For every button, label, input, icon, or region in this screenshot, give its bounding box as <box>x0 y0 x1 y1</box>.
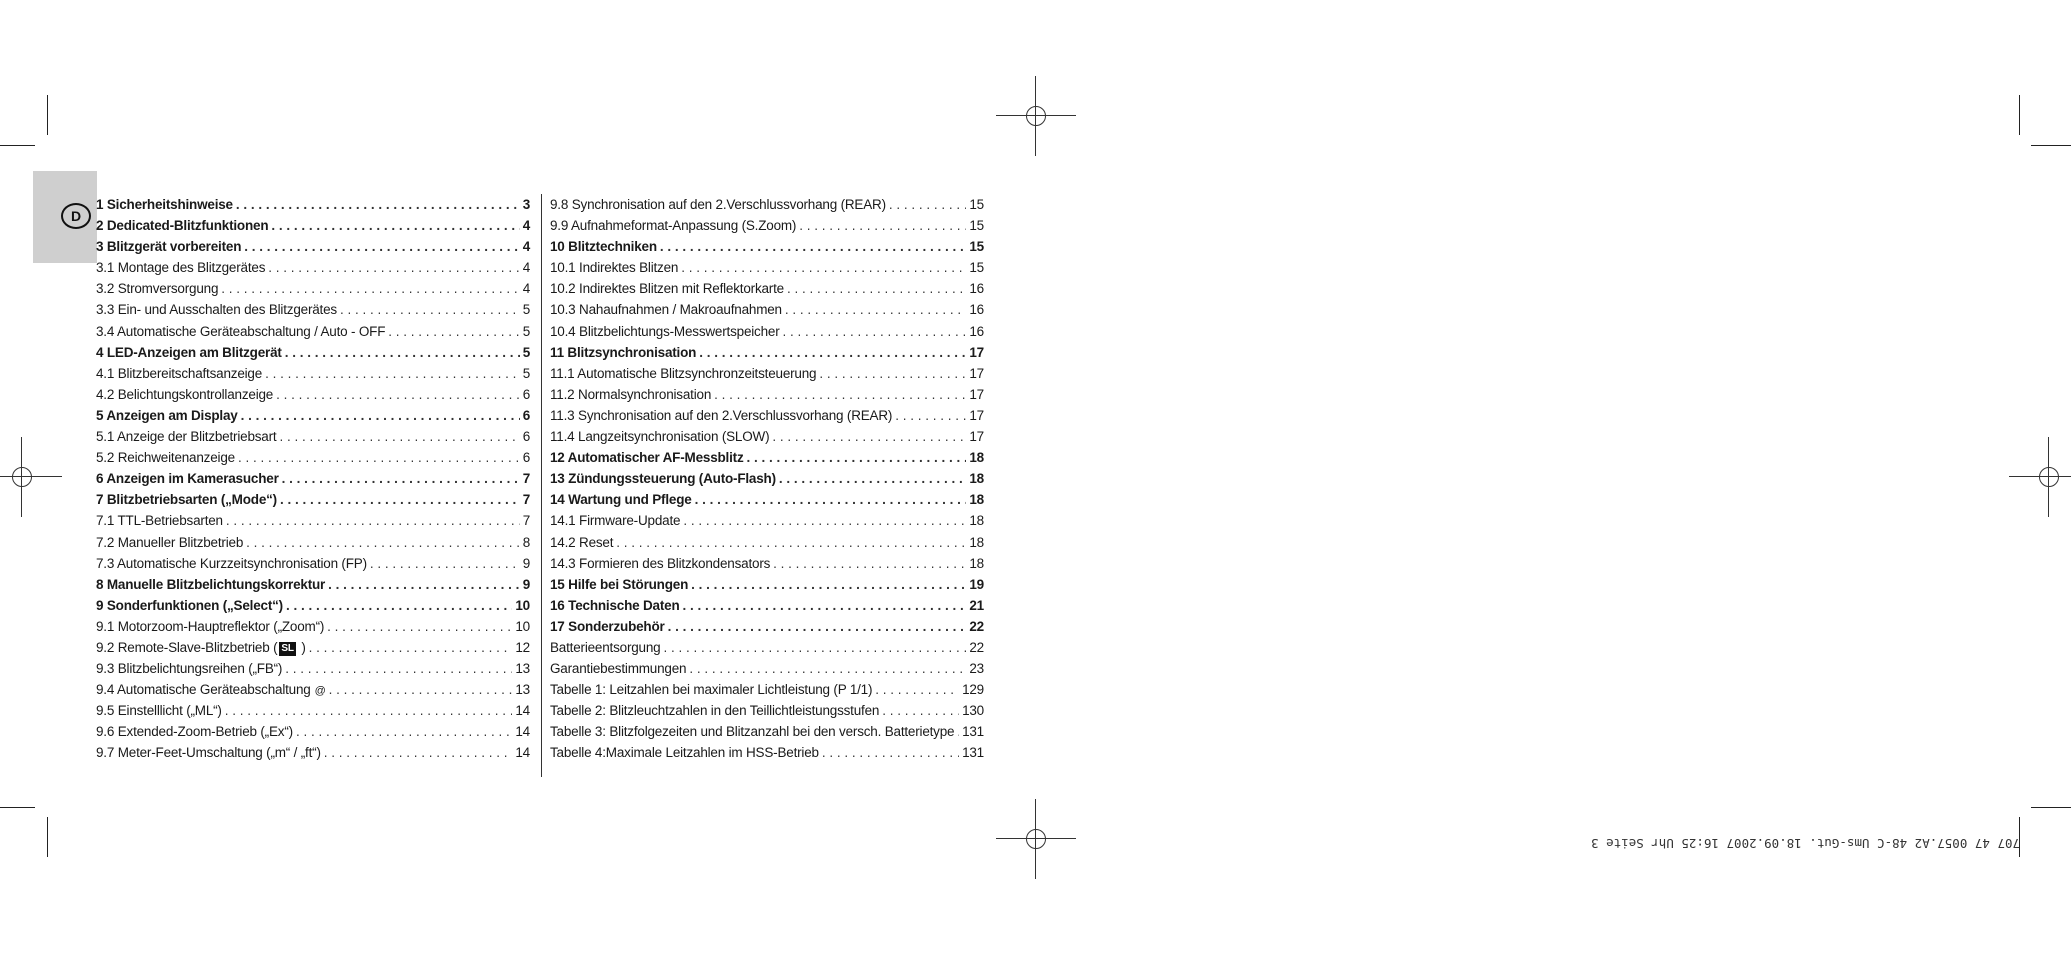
toc-entry[interactable] <box>96 742 530 763</box>
toc-entry-label <box>550 700 879 721</box>
toc-entry[interactable] <box>550 405 984 426</box>
toc-page-number: 23 <box>969 661 984 677</box>
toc-leader-dots <box>329 679 513 700</box>
toc-entry[interactable] <box>96 468 530 489</box>
toc-entry-title: Tabelle 4:Maximale Leitzahlen im HSS-Betrieb <box>550 745 819 761</box>
toc-entry[interactable] <box>96 553 530 574</box>
toc-page-number: 4 <box>522 239 530 255</box>
toc-entry-title: 7.1 TTL-Betriebsarten <box>96 513 223 529</box>
toc-page-number: 5 <box>522 302 530 318</box>
toc-entry-label <box>550 574 688 595</box>
toc-entry[interactable] <box>96 532 530 553</box>
toc-entry[interactable] <box>96 342 530 363</box>
toc-entry[interactable] <box>550 532 984 553</box>
toc-entry-label <box>96 299 337 320</box>
toc-entry-label <box>96 721 293 742</box>
toc-leader-dots <box>691 574 966 595</box>
toc-page-number: 15 <box>969 239 984 255</box>
toc-entry-title: 11.2 Normalsynchronisation <box>550 386 712 402</box>
toc-entry-title: 4 LED-Anzeigen am Blitzgerät <box>96 344 282 360</box>
toc-page-number: 129 <box>962 682 984 698</box>
toc-page-number: 18 <box>969 534 984 550</box>
toc-leader-dots <box>699 342 966 363</box>
toc-entry-label <box>96 342 282 363</box>
toc-leader-dots <box>327 616 512 637</box>
toc-entry-label <box>550 426 769 447</box>
toc-page-number: 22 <box>969 639 984 655</box>
toc-entry-title: 11.3 Synchronisation auf den 2.Verschlussvorhang (REAR) <box>550 407 893 423</box>
toc-page-number: 18 <box>969 513 984 529</box>
toc-entry[interactable] <box>550 342 984 363</box>
toc-page-number: 17 <box>969 407 984 423</box>
toc-entry-label <box>96 468 279 489</box>
toc-entry-label <box>96 637 306 658</box>
toc-entry[interactable] <box>550 215 984 236</box>
toc-leader-dots <box>279 426 519 447</box>
registration-mark-top <box>996 76 1076 156</box>
toc-leader-dots <box>683 595 967 616</box>
toc-entry-title: 5.1 Anzeige der Blitzbetriebsart <box>96 429 277 445</box>
crop-mark <box>47 95 48 135</box>
toc-entry-title: Tabelle 3: Blitzfolgezeiten und Blitzanzahl bei den versch. Batterietype <box>550 724 955 740</box>
toc-entry-title: 9.1 Motorzoom-Hauptreflektor („Zoom“) <box>96 618 325 634</box>
toc-entry-label <box>550 595 680 616</box>
toc-entry-title: 11 Blitzsynchronisation <box>550 344 697 360</box>
toc-page-number: 131 <box>962 745 984 761</box>
toc-entry-title: 14 Wartung und Pflege <box>550 492 692 508</box>
toc-entry[interactable] <box>96 510 530 531</box>
toc-leader-dots <box>309 637 513 658</box>
toc-entry[interactable] <box>96 384 530 405</box>
toc-page-number: 6 <box>522 429 530 445</box>
toc-entry-title: 14.2 Reset <box>550 534 614 550</box>
toc-entry-label <box>96 278 218 299</box>
toc-page-number: 18 <box>969 555 984 571</box>
toc-entry-label <box>550 742 819 763</box>
toc-leader-dots <box>668 616 967 637</box>
toc-entry-title: 3 Blitzgerät vorbereiten <box>96 239 242 255</box>
toc-entry[interactable] <box>550 447 984 468</box>
toc-page-number: 4 <box>522 218 530 234</box>
toc-entry-label <box>550 553 770 574</box>
toc-leader-dots <box>819 363 966 384</box>
toc-leader-dots <box>388 321 519 342</box>
toc-leader-dots <box>787 278 966 299</box>
toc-leader-dots <box>286 595 512 616</box>
toc-page-number: 4 <box>522 281 530 297</box>
toc-entry[interactable] <box>550 574 984 595</box>
toc-entry[interactable] <box>550 236 984 257</box>
language-badge: D <box>61 203 91 229</box>
toc-page-number: 17 <box>969 386 984 402</box>
toc-entry-title: 10.3 Nahaufnahmen / Makroaufnahmen <box>550 302 782 318</box>
toc-entry-title: 16 Technische Daten <box>550 597 680 613</box>
toc-page-number: 5 <box>522 344 530 360</box>
toc-entry-label <box>550 679 872 700</box>
toc-entry[interactable] <box>96 574 530 595</box>
toc-leader-dots <box>714 384 966 405</box>
toc-leader-dots <box>689 658 966 679</box>
toc-entry-title: 5.2 Reichweitenanzeige <box>96 450 235 466</box>
toc-entry-title: 9 Sonderfunktionen („Select“) <box>96 597 283 613</box>
toc-entry[interactable] <box>96 658 530 679</box>
toc-leader-dots <box>296 721 512 742</box>
toc-entry-title: 5 Anzeigen am Display <box>96 407 238 423</box>
toc-entry-label <box>96 194 233 215</box>
crop-mark <box>0 145 35 146</box>
toc-entry-title: 7.3 Automatische Kurzzeitsynchronisation (FP) <box>96 555 367 571</box>
toc-page-number: 5 <box>522 323 530 339</box>
toc-page-number: 17 <box>969 344 984 360</box>
toc-entry-label <box>550 299 782 320</box>
toc-leader-dots <box>695 489 967 510</box>
toc-entry-title: 9.6 Extended-Zoom-Betrieb („Ex“) <box>96 724 293 740</box>
toc-entry-label <box>96 426 276 447</box>
toc-entry-title: 8 Manuelle Blitzbelichtungskorrektur <box>96 576 326 592</box>
toc-leader-dots <box>236 194 520 215</box>
toc-entry-label <box>96 489 277 510</box>
toc-page-number: 9 <box>522 576 530 592</box>
crop-mark <box>0 807 35 808</box>
toc-page-number: 12 <box>515 639 530 655</box>
toc-entry-label <box>550 616 665 637</box>
toc-page-number: 5 <box>522 365 530 381</box>
toc-entry-label <box>96 215 268 236</box>
toc-column-right <box>550 194 984 764</box>
toc-leader-dots <box>882 700 959 721</box>
toc-entry-title: 17 Sonderzubehör <box>550 618 665 634</box>
toc-entry-title: 7.2 Manueller Blitzbetrieb <box>96 534 244 550</box>
toc-entry-label <box>96 510 223 531</box>
toc-page-number: 18 <box>969 471 984 487</box>
toc-page-number: 131 <box>962 724 984 740</box>
toc-entry-title-suffix: ) <box>297 639 306 655</box>
toc-entry-label <box>96 236 241 257</box>
toc-leader-dots <box>265 363 520 384</box>
crop-mark <box>2031 807 2071 808</box>
toc-page-number: 10 <box>515 597 530 613</box>
toc-page-number: 22 <box>969 618 984 634</box>
toc-leader-dots <box>616 532 966 553</box>
toc-entry-label <box>96 447 235 468</box>
toc-entry[interactable] <box>550 510 984 531</box>
toc-entry[interactable] <box>550 299 984 320</box>
toc-leader-dots <box>324 742 513 763</box>
toc-entry-title: 3.2 Stromversorgung <box>96 281 219 297</box>
toc-entry-label <box>96 574 325 595</box>
toc-entry[interactable] <box>96 363 530 384</box>
slave-mode-icon: SL <box>281 642 294 654</box>
toc-entry[interactable] <box>96 721 530 742</box>
toc-entry[interactable] <box>550 658 984 679</box>
toc-leader-dots <box>957 721 959 742</box>
toc-leader-dots <box>772 426 966 447</box>
toc-page-number: 19 <box>969 576 984 592</box>
toc-leader-dots <box>889 194 966 215</box>
toc-entry[interactable] <box>96 489 530 510</box>
toc-entry-title: 6 Anzeigen im Kamerasucher <box>96 471 279 487</box>
toc-entry-title: 13 Zündungssteuerung (Auto-Flash) <box>550 471 776 487</box>
toc-entry[interactable] <box>96 194 530 215</box>
toc-entry[interactable] <box>550 721 984 742</box>
toc-entry[interactable] <box>550 384 984 405</box>
toc-entry[interactable] <box>550 257 984 278</box>
toc-entry-label <box>96 553 367 574</box>
toc-entry-title: Batterieentsorgung <box>550 639 661 655</box>
column-divider <box>541 194 542 777</box>
crop-mark <box>2019 95 2020 135</box>
toc-page-number: 9 <box>522 555 530 571</box>
toc-leader-dots <box>340 299 520 320</box>
toc-entry[interactable] <box>550 426 984 447</box>
toc-page-number: 7 <box>522 492 530 508</box>
toc-leader-dots <box>773 553 966 574</box>
toc-page-number: 6 <box>522 407 530 423</box>
toc-entry-label <box>550 637 660 658</box>
toc-entry[interactable] <box>96 447 530 468</box>
toc-leader-dots <box>225 700 513 721</box>
toc-entry[interactable] <box>96 321 530 342</box>
toc-leader-dots <box>747 447 967 468</box>
toc-entry[interactable] <box>550 637 984 658</box>
toc-entry[interactable] <box>96 236 530 257</box>
crop-mark <box>2031 145 2071 146</box>
registration-mark-left <box>0 437 62 517</box>
toc-entry[interactable] <box>550 194 984 215</box>
toc-entry-label <box>550 405 892 426</box>
toc-leader-dots <box>799 215 966 236</box>
toc-entry-title: 7 Blitzbetriebsarten („Mode“) <box>96 492 277 508</box>
toc-page-number: 16 <box>969 323 984 339</box>
toc-entry-label <box>550 321 780 342</box>
toc-entry-title: 3.3 Ein- und Ausschalten des Blitzgerätes <box>96 302 337 318</box>
registration-mark-bottom <box>996 799 1076 879</box>
toc-entry[interactable] <box>550 742 984 763</box>
toc-entry-label <box>96 321 385 342</box>
toc-entry[interactable] <box>550 468 984 489</box>
toc-entry-title: 10 Blitztechniken <box>550 239 657 255</box>
toc-entry-title: 10.2 Indirektes Blitzen mit Reflektorkarte <box>550 281 784 297</box>
toc-entry[interactable] <box>550 278 984 299</box>
toc-page-number: 17 <box>969 365 984 381</box>
toc-entry[interactable] <box>96 616 530 637</box>
toc-entry-title: Garantiebestimmungen <box>550 661 687 677</box>
toc-entry-label <box>550 236 657 257</box>
toc-entry-label <box>550 363 816 384</box>
toc-leader-dots <box>246 532 520 553</box>
toc-page-number: 15 <box>969 260 984 276</box>
toc-entry-title: 4.2 Belichtungskontrollanzeige <box>96 386 274 402</box>
toc-page-number: 4 <box>522 260 530 276</box>
toc-leader-dots <box>280 489 520 510</box>
toc-leader-dots <box>822 742 959 763</box>
crop-mark <box>47 817 48 857</box>
toc-leader-dots <box>779 468 966 489</box>
toc-leader-dots <box>226 510 520 531</box>
toc-page-number: 7 <box>522 513 530 529</box>
toc-entry-label <box>550 468 776 489</box>
toc-page-number: 13 <box>515 682 530 698</box>
toc-leader-dots <box>244 236 519 257</box>
toc-entry-title: Tabelle 2: Blitzleuchtzahlen in den Teillichtleistungsstufen <box>550 703 880 719</box>
toc-entry[interactable] <box>96 215 530 236</box>
toc-entry-title: 11.4 Langzeitsynchronisation (SLOW) <box>550 429 770 445</box>
printer-slug-line: 707 47 0057.A2 48-C Ums-Gut. 18.09.2007 16:25 Uhr Seite 3 <box>1591 836 2020 851</box>
toc-leader-dots <box>276 384 520 405</box>
toc-leader-dots <box>221 278 519 299</box>
toc-entry-label <box>96 616 324 637</box>
toc-entry-title: 9.8 Synchronisation auf den 2.Verschlussvorhang (REAR) <box>550 197 886 212</box>
toc-entry-label <box>96 384 273 405</box>
toc-page-number: 21 <box>969 597 984 613</box>
toc-entry[interactable] <box>550 363 984 384</box>
toc-entry-title: 9.4 Automatische Geräteabschaltung <box>96 682 311 698</box>
toc-entry-label <box>550 510 680 531</box>
toc-page-number: 16 <box>969 302 984 318</box>
toc-leader-dots <box>370 553 520 574</box>
toc-leader-dots <box>238 447 520 468</box>
toc-entry-label <box>96 679 326 702</box>
toc-entry[interactable] <box>96 595 530 616</box>
toc-entry-title: 14.1 Firmware-Update <box>550 513 681 529</box>
toc-leader-dots <box>268 257 519 278</box>
toc-page-number: 18 <box>969 492 984 508</box>
toc-entry[interactable] <box>96 299 530 320</box>
toc-entry-label <box>96 742 321 763</box>
toc-entry-label <box>550 721 954 742</box>
toc-page-number: 14 <box>515 745 530 761</box>
toc-page-number: 16 <box>969 281 984 297</box>
toc-entry-label <box>96 363 262 384</box>
toc-entry[interactable] <box>550 553 984 574</box>
toc-entry-label <box>550 342 696 363</box>
toc-page-number: 7 <box>522 471 530 487</box>
toc-entry[interactable] <box>550 700 984 721</box>
toc-entry-title: 9.5 Einstelllicht („ML“) <box>96 703 222 719</box>
toc-entry-label <box>550 384 711 405</box>
toc-entry[interactable] <box>550 321 984 342</box>
toc-leader-dots <box>783 321 967 342</box>
toc-entry[interactable] <box>550 679 984 700</box>
toc-entry[interactable] <box>550 616 984 637</box>
toc-page-number: 6 <box>522 386 530 402</box>
toc-entry-title: 10.1 Indirektes Blitzen <box>550 260 679 276</box>
toc-leader-dots <box>271 215 519 236</box>
toc-leader-dots <box>282 468 520 489</box>
toc-page-number: 130 <box>962 703 984 719</box>
toc-entry-label <box>550 447 744 468</box>
toc-entry-title: 3.4 Automatische Geräteabschaltung / Auto - OFF <box>96 323 386 339</box>
toc-entry-label <box>96 658 282 679</box>
toc-entry-label <box>550 489 692 510</box>
toc-leader-dots <box>785 299 967 320</box>
toc-page-number: 14 <box>515 703 530 719</box>
toc-entry-label <box>550 257 678 278</box>
toc-page-number: 8 <box>522 534 530 550</box>
toc-entry[interactable] <box>96 700 530 721</box>
toc-entry-title: 10.4 Blitzbelichtungs-Messwertspeicher <box>550 323 780 339</box>
toc-entry-label <box>550 278 784 299</box>
toc-entry-label <box>96 700 222 721</box>
toc-entry-label <box>96 257 265 278</box>
toc-entry-title: Tabelle 1: Leitzahlen bei maximaler Lichtleistung (P 1/1) <box>550 682 873 698</box>
toc-entry-label <box>550 532 613 553</box>
toc-leader-dots <box>285 658 512 679</box>
toc-entry-title: 12 Automatischer AF-Messblitz <box>550 450 744 466</box>
toc-page-number: 14 <box>515 724 530 740</box>
toc-page-number: 13 <box>515 661 530 677</box>
toc-entry-title: 9.2 Remote-Slave-Blitzbetrieb ( <box>96 639 278 655</box>
toc-entry-title: 1 Sicherheitshinweise <box>96 197 233 212</box>
toc-page-number: 6 <box>522 450 530 466</box>
toc-page-number: 18 <box>969 450 984 466</box>
toc-entry[interactable] <box>550 489 984 510</box>
toc-leader-dots <box>663 637 966 658</box>
toc-entry-title: 9.3 Blitzbelichtungsreihen („FB“) <box>96 661 283 677</box>
toc-page-number: 15 <box>969 197 984 212</box>
toc-page-number: 17 <box>969 429 984 445</box>
toc-leader-dots <box>241 405 520 426</box>
toc-entry-title: 11.1 Automatische Blitzsynchronzeitsteuerung <box>550 365 817 381</box>
toc-entry[interactable] <box>550 595 984 616</box>
toc-entry-title: 14.3 Formieren des Blitzkondensators <box>550 555 771 571</box>
toc-entry[interactable] <box>96 405 530 426</box>
toc-entry-label <box>96 595 283 616</box>
toc-leader-dots <box>895 405 966 426</box>
toc-leader-dots <box>660 236 966 257</box>
toc-entry-label <box>550 215 796 236</box>
toc-entry[interactable] <box>96 257 530 278</box>
toc-entry[interactable] <box>96 426 530 447</box>
toc-leader-dots <box>875 679 959 700</box>
toc-column-left <box>96 194 530 764</box>
toc-page-number: 10 <box>515 618 530 634</box>
toc-page-number: 3 <box>522 197 530 212</box>
auto-off-icon: @ <box>314 685 326 698</box>
toc-entry-title: 3.1 Montage des Blitzgerätes <box>96 260 266 276</box>
toc-entry-title: 4.1 Blitzbereitschaftsanzeige <box>96 365 263 381</box>
toc-entry-label <box>96 532 243 553</box>
toc-leader-dots <box>285 342 520 363</box>
toc-entry[interactable] <box>96 679 530 700</box>
toc-leader-dots <box>683 510 966 531</box>
toc-entry-title: 2 Dedicated-Blitzfunktionen <box>96 218 269 234</box>
toc-leader-dots <box>328 574 520 595</box>
toc-page-number: 15 <box>969 218 984 234</box>
toc-entry[interactable] <box>96 637 530 658</box>
toc-entry-label <box>550 194 886 215</box>
toc-entry-label <box>96 405 238 426</box>
toc-entry[interactable] <box>96 278 530 299</box>
toc-entry-title: 9.7 Meter-Feet-Umschaltung („m“ / „ft“) <box>96 745 321 761</box>
registration-mark-right <box>2009 437 2071 517</box>
toc-leader-dots <box>681 257 966 278</box>
toc-entry-title: 9.9 Aufnahmeformat-Anpassung (S.Zoom) <box>550 218 797 234</box>
toc-entry-title: 15 Hilfe bei Störungen <box>550 576 689 592</box>
toc-entry-label <box>550 658 686 679</box>
language-tab <box>33 171 97 263</box>
